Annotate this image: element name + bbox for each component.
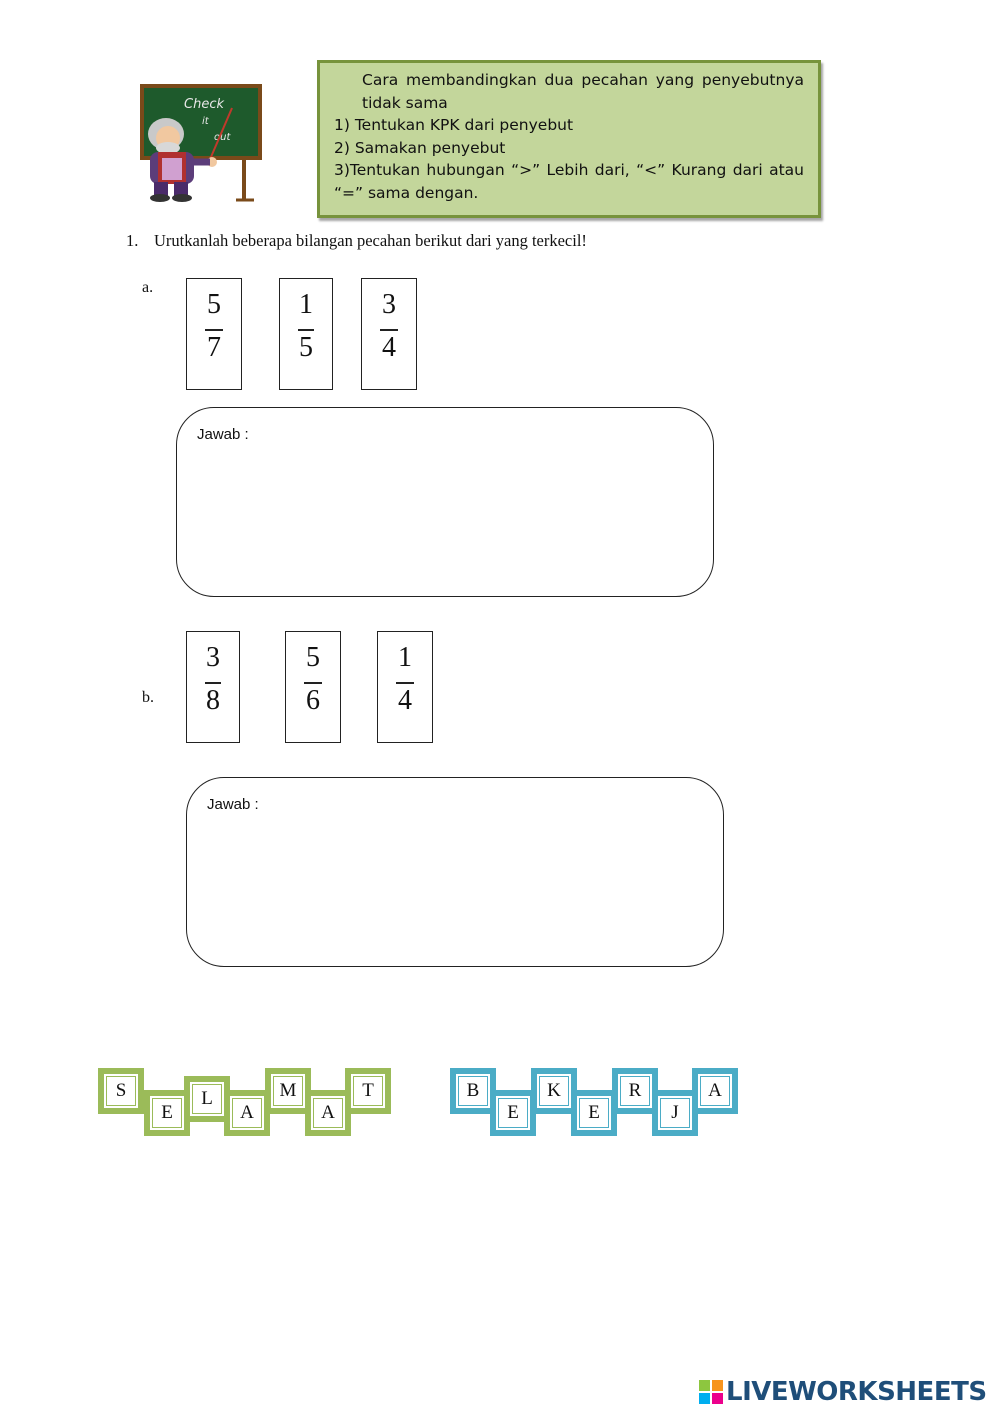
- letter-tile: [345, 1068, 391, 1114]
- teacher-illustration: [126, 84, 268, 204]
- fraction-card-b1: [186, 631, 240, 743]
- fraction-bar: [396, 682, 414, 684]
- letter-tile: [490, 1090, 536, 1136]
- tile-letter: J: [660, 1098, 690, 1128]
- tile-letter: A: [700, 1076, 730, 1106]
- numerator: 1: [299, 289, 313, 320]
- question-text: Urutkanlah beberapa bilangan pecahan berikut dari yang terkecil!: [154, 231, 587, 250]
- numerator: 5: [207, 289, 221, 320]
- fraction-bar: [298, 329, 314, 331]
- svg-text:Check: Check: [184, 97, 224, 112]
- numerator: 5: [306, 642, 320, 673]
- fraction-bar: [205, 682, 221, 684]
- part-b-label: b.: [142, 689, 154, 706]
- tile-letter: R: [620, 1076, 650, 1106]
- tile-letter: M: [273, 1076, 303, 1106]
- fraction-card-a2: [279, 278, 333, 390]
- answer-label-b: Jawab :: [207, 796, 259, 813]
- tile-letter: E: [579, 1098, 609, 1128]
- letter-tile: [98, 1068, 144, 1114]
- fraction-card-b3: [377, 631, 433, 743]
- denominator: 4: [398, 685, 412, 716]
- liveworksheets-logo[interactable]: [698, 1377, 987, 1407]
- numerator: 1: [398, 642, 412, 673]
- answer-label-a: Jawab :: [197, 426, 249, 443]
- letter-tile: [224, 1090, 270, 1136]
- fraction-card-a1: [186, 278, 242, 390]
- letter-tile: [571, 1090, 617, 1136]
- tile-letter: T: [353, 1076, 383, 1106]
- info-line-1: Cara membandingkan dua pecahan yang penyebutnya tidak sama: [362, 71, 804, 112]
- numerator: 3: [382, 289, 396, 320]
- info-line-3: 2) Samakan penyebut: [334, 138, 506, 157]
- denominator: 5: [299, 332, 313, 363]
- tile-letter: A: [313, 1098, 343, 1128]
- denominator: 6: [306, 685, 320, 716]
- svg-text:out: out: [214, 132, 231, 143]
- part-a-label: a.: [142, 279, 154, 296]
- tile-letter: A: [232, 1098, 262, 1128]
- denominator: 4: [382, 332, 396, 363]
- letter-tile: [692, 1068, 738, 1114]
- liveworksheets-icon: [698, 1379, 724, 1405]
- fraction-card-b2: [285, 631, 341, 743]
- fraction-card-a3: [361, 278, 417, 390]
- question-1: [126, 231, 587, 251]
- tile-letter: E: [498, 1098, 528, 1128]
- tile-letter: S: [106, 1076, 136, 1106]
- tile-letter: B: [458, 1076, 488, 1106]
- fraction-bar: [205, 329, 223, 331]
- info-line-4: 3)Tentukan hubungan “>” Lebih dari, “<” Kurang dari atau “=” sama dengan.: [334, 161, 804, 202]
- denominator: 7: [207, 332, 221, 363]
- fraction-bar: [380, 329, 398, 331]
- tile-letter: L: [192, 1084, 222, 1114]
- info-line-2: 1) Tentukan KPK dari penyebut: [334, 116, 574, 135]
- question-number: 1.: [126, 231, 139, 250]
- answer-box-b[interactable]: [186, 777, 724, 967]
- info-box: [317, 60, 821, 218]
- logo-text: LIVEWORKSHEETS: [726, 1377, 987, 1407]
- denominator: 8: [206, 685, 220, 716]
- answer-box-a[interactable]: [176, 407, 714, 597]
- tile-letter: K: [539, 1076, 569, 1106]
- fraction-bar: [304, 682, 322, 684]
- tile-letter: E: [152, 1098, 182, 1128]
- svg-text:it: it: [202, 116, 209, 127]
- numerator: 3: [206, 642, 220, 673]
